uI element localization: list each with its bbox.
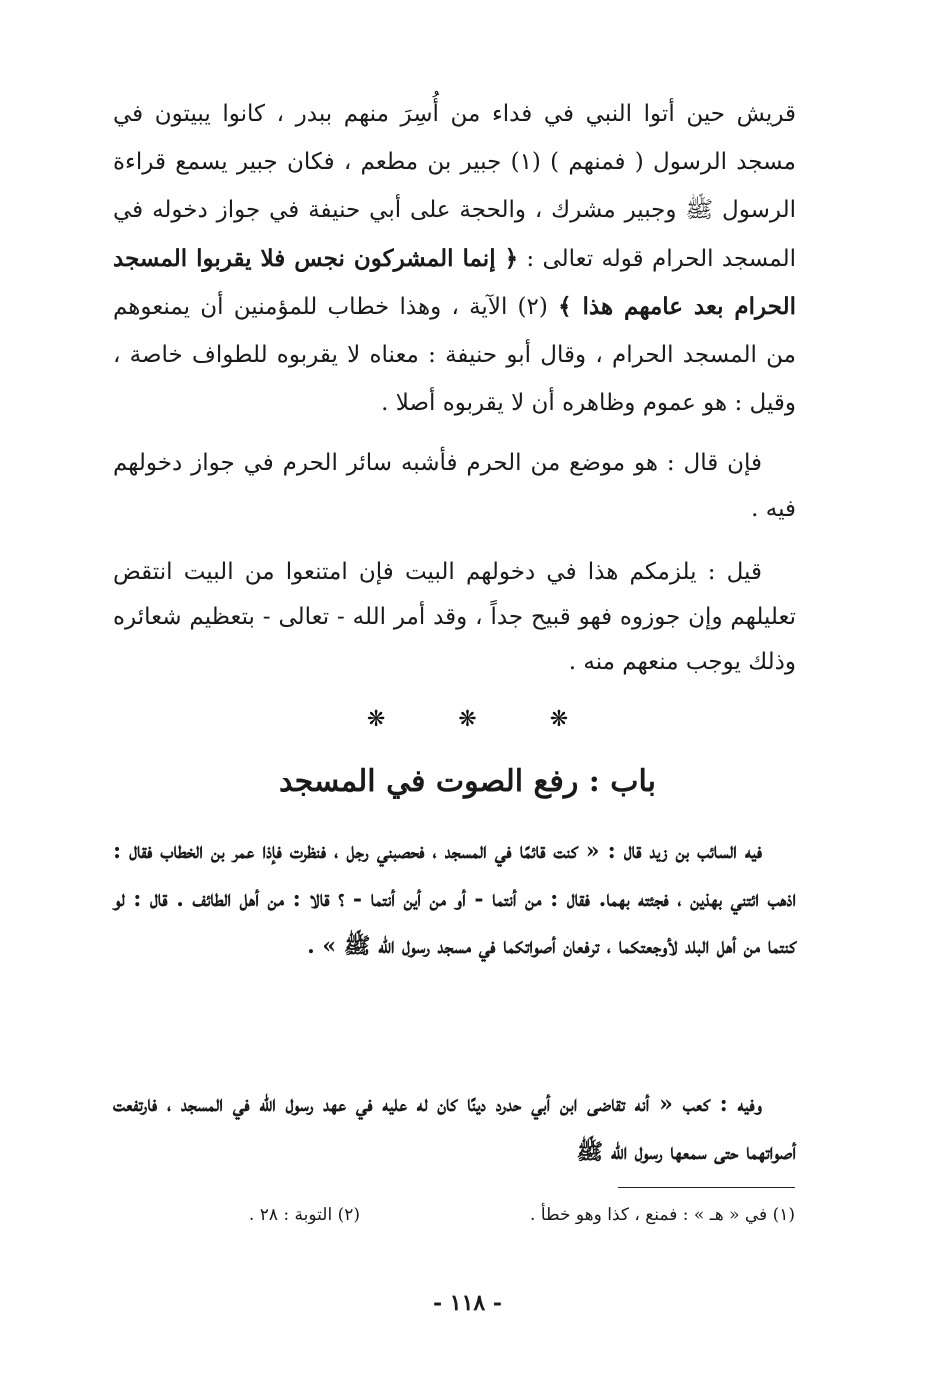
paragraph-4-text: فيه السائب بن زيد قال : « كنت قائمًا في المسجد ، فحصبني رجل ، فنظرت فإذا عمر بن الخطاب فقال : اذهب ائتني بهذين ، فجئته بهما. فقال : من أنتما - أو من أين أنتما - ؟ قالا : من أهل الطائف . قال : لو كنتما من أهل البلد لأوجعتكما ، ترفعان أصواتكما في مسجد رسول الله ﷺ » . — [113, 838, 796, 959]
paragraph-1-continuation: (٢) الآية ، وهذا خطاب للمؤمنين أن يمنعوهم من المسجد الحرام ، وقال أبو حنيفة : معناه لا يقربوه للطواف خاصة ، وقيل : هو عموم وظاهره أن لا يقربوه أصلا . — [113, 293, 796, 417]
paragraph-3-text: قيل : يلزمكم هذا في دخولهم البيت فإن امتنعوا من البيت انتقض تعليلهم وإن جوزوه فهو قبيح جداً ، وقد أمر الله - تعالى - بتعظيم شعائره وذلك يوجب منعهم منه . — [113, 559, 796, 675]
footnote-2: (٢) التوبة : ٢٨ . — [248, 1205, 360, 1225]
section-separator — [0, 707, 935, 732]
footnote-divider — [618, 1187, 795, 1188]
star-ornament: ❋ — [366, 707, 386, 732]
paragraph-2-text: فإن قال : هو موضع من الحرم فأشبه سائر الحرم في جواز دخولهم فيه . — [113, 450, 796, 522]
paragraph-1 — [113, 90, 796, 427]
paragraph-3 — [113, 550, 796, 685]
paragraph-1-text: قريش حين أتوا النبي في فداء من أُسِرَ منهم ببدر ، كانوا يبيتون في مسجد الرسول ( فمنهم ) (١) جبير بن مطعم ، فكان جبير يسمع قراءة الرسول ﷺ وجبير مشرك ، والحجة على أبي حنيفة في جواز دخوله في المسجد الحرام قوله تعالى : — [113, 101, 796, 272]
paragraph-2 — [113, 440, 796, 532]
page-number: - ١١٨ - — [432, 1290, 503, 1316]
paragraph-4 — [113, 828, 796, 971]
star-ornament: ❋ — [549, 707, 569, 732]
footnote-1: (١) في « هـ » : فمنع ، كذا وهو خطأ . — [530, 1205, 795, 1225]
quran-verse: ﴿ إنما المشركون نجس فلا يقربوا المسجد الحرام بعد عامهم هذا ﴾ — [113, 244, 796, 320]
chapter-heading: باب : رفع الصوت في المسجد — [278, 764, 657, 799]
star-ornament: ❋ — [458, 707, 477, 732]
paragraph-5-text: وفيه : كعب « أنه تقاضى ابن أبي حدرد دينًا كان له عليه في عهد رسول الله في المسجد ، فارتفعت أصواتهما حتى سمعها رسول الله ﷺ — [113, 1091, 796, 1165]
paragraph-5 — [113, 1081, 796, 1176]
